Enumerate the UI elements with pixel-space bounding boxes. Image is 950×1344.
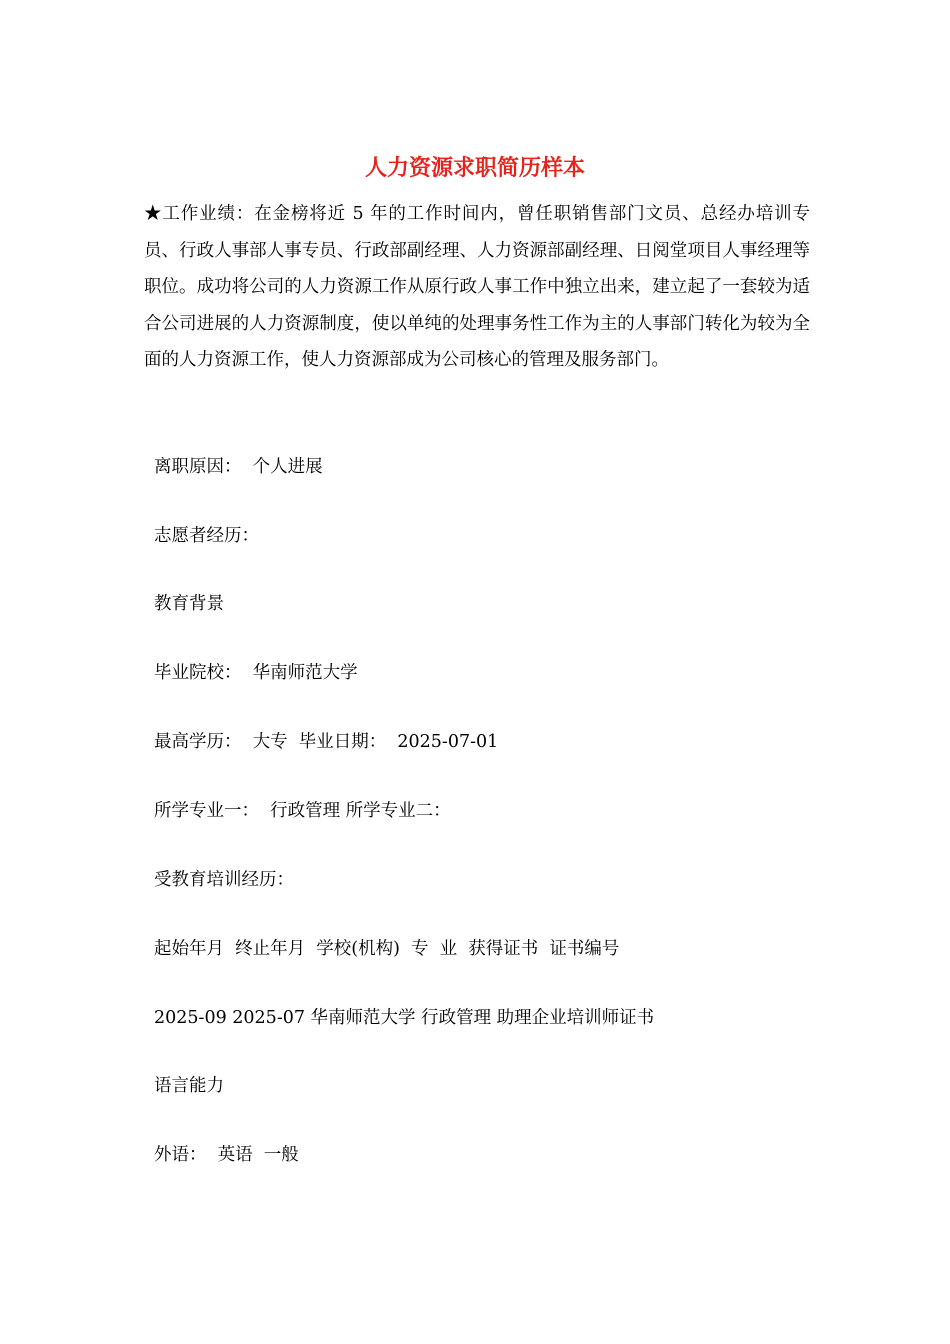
document-title: 人力资源求职简历样本 (364, 155, 585, 181)
training-record: 2025-09 2025-07 华南师范大学 行政管理 助理企业培训师证书 (154, 1008, 655, 1028)
graduate-school: 毕业院校： 华南师范大学 (154, 663, 358, 683)
language-heading: 语言能力 (154, 1076, 224, 1096)
resignation-reason: 离职原因： 个人进展 (154, 457, 323, 477)
training-heading: 受教育培训经历： (154, 870, 294, 890)
volunteer-experience: 志愿者经历： (154, 526, 259, 546)
majors: 所学专业一： 行政管理 所学专业二： (154, 801, 451, 821)
training-columns: 起始年月 终止年月 学校(机构) 专 业 获得证书 证书编号 (154, 939, 620, 959)
foreign-language: 外语： 英语 一般 (154, 1145, 299, 1165)
work-achievements-paragraph: ★工作业绩：在金榜将近 5 年的工作时间内，曾任职销售部门文员、总经办培训专员、行政人事部人事专员、行政部副经理、人力资源部副经理、日阅堂项目人事经理等职位。成功将公司的人力资源工作从原行政人事工作中独立出来，建立起了一套较为适合公司进展的人力资源制度，使以单纯的处理事务性工作为主的人事部门转化为较为全面的人力资源工作，使人力资源部成为公司核心的管理及服务部门。 (144, 204, 810, 370)
highest-degree: 最高学历： 大专 毕业日期： 2025-07-01 (154, 732, 499, 752)
education-heading: 教育背景 (154, 594, 224, 614)
